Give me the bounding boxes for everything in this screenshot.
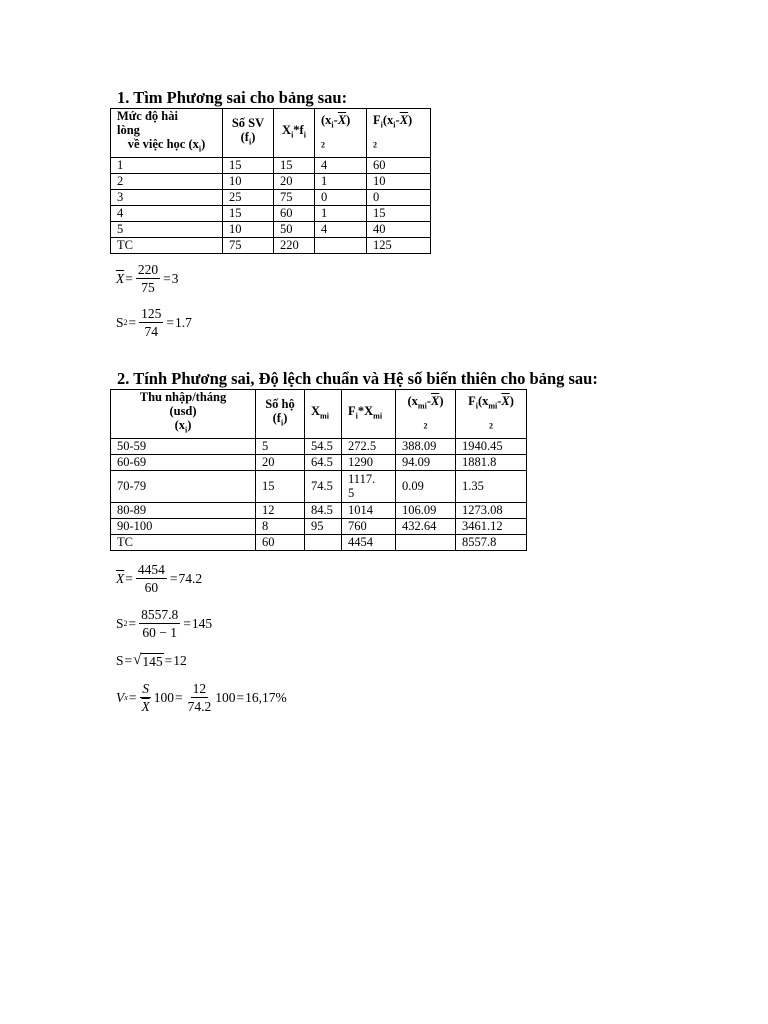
section1-table xyxy=(110,108,431,254)
table-cell: 1.35 xyxy=(456,470,527,502)
variance-result: 1.7 xyxy=(175,314,192,330)
table-cell: 10 xyxy=(223,221,274,237)
table-row xyxy=(111,173,431,189)
section1-header-row xyxy=(111,109,431,158)
table-cell: 60-69 xyxy=(111,454,256,470)
mean-fraction: $\frac{220}{75}$ xyxy=(137,262,159,295)
table-cell: 1940.45 xyxy=(456,438,527,454)
header-satisfaction-level: Mức độ hài lòng về việc học $(x_i)$ xyxy=(111,109,223,158)
header-monthly-income: Thu nhập/tháng (usd) $(x_i)$ xyxy=(111,390,256,439)
section2-table xyxy=(110,389,527,551)
table-cell: 54.5 xyxy=(305,438,342,454)
table-cell: 15 xyxy=(223,157,274,173)
table-cell: 60 xyxy=(367,157,431,173)
table-cell: 3461.12 xyxy=(456,518,527,534)
table-row xyxy=(111,189,431,205)
header-xi-fi: $X_i*f_i$ xyxy=(274,109,315,158)
table-cell: 106.09 xyxy=(396,502,456,518)
table-cell: 60 xyxy=(274,205,315,221)
section1-table-body xyxy=(111,157,431,253)
table-cell: 1117. 5 xyxy=(342,470,396,502)
table-cell: 15 xyxy=(256,470,305,502)
section2-header-row xyxy=(111,390,527,439)
table-cell: 84.5 xyxy=(305,502,342,518)
header-weighted-deviation-squared-2: $F_i(x_{mi}-\overline{X})$ $_2$ xyxy=(456,390,527,439)
header-household-count: Số hộ $(f_i)$ xyxy=(256,390,305,439)
section2-sd-formula: S = √ 145 = 12 xyxy=(116,652,187,669)
header-student-count: Số SV $(f_i)$ xyxy=(223,109,274,158)
table-cell: 12 xyxy=(256,502,305,518)
section1-variance-formula: S 2 = $\frac{125}{74}$ = 1.7 xyxy=(116,306,192,339)
mean-fraction-2: $\frac{4454}{60}$ xyxy=(137,562,165,595)
table-row xyxy=(111,205,431,221)
header-xmi: $X_{mi}$ xyxy=(305,390,342,439)
table-row xyxy=(111,534,527,550)
table-cell: TC xyxy=(111,534,256,550)
table-cell: 8557.8 xyxy=(456,534,527,550)
table-cell: 64.5 xyxy=(305,454,342,470)
table-cell: 90-100 xyxy=(111,518,256,534)
mean-symbol-2: $\overline{X}$ xyxy=(116,570,125,586)
header-weighted-deviation-squared: $F_i(x_i-\overline{X})$ $_2$ xyxy=(367,109,431,158)
table-cell: TC xyxy=(111,237,223,253)
table-cell: 15 xyxy=(274,157,315,173)
table-cell xyxy=(396,534,456,550)
header-fi-xmi: $F_i*X_{mi}$ xyxy=(342,390,396,439)
table-cell: 40 xyxy=(367,221,431,237)
table-cell: 1 xyxy=(111,157,223,173)
table-cell: 1881.8 xyxy=(456,454,527,470)
section1-heading: 1. Tìm Phương sai cho bảng sau: xyxy=(117,88,348,107)
table-cell: 0 xyxy=(315,189,367,205)
table-cell: 74.5 xyxy=(305,470,342,502)
table-cell: 80-89 xyxy=(111,502,256,518)
table-row xyxy=(111,157,431,173)
table-row xyxy=(111,237,431,253)
table-cell: 95 xyxy=(305,518,342,534)
square-root: √ 145 xyxy=(133,652,163,669)
table-row xyxy=(111,221,431,237)
table-cell: 4 xyxy=(111,205,223,221)
table-cell: 0.09 xyxy=(396,470,456,502)
table-cell xyxy=(315,237,367,253)
mean-symbol: $\overline{X}$ xyxy=(116,270,125,286)
table-cell: 220 xyxy=(274,237,315,253)
mean-result: 3 xyxy=(171,270,179,286)
table-row xyxy=(111,438,527,454)
table-cell: 20 xyxy=(256,454,305,470)
table-cell: 20 xyxy=(274,173,315,189)
header-deviation-squared-2: $(x_{mi}-\overline{X})$ $_2$ xyxy=(396,390,456,439)
header-deviation-squared: $(x_i-\overline{X})$ $_2$ xyxy=(315,109,367,158)
table-cell: 4454 xyxy=(342,534,396,550)
table-cell: 4 xyxy=(315,157,367,173)
table-cell: 432.64 xyxy=(396,518,456,534)
table-cell: 125 xyxy=(367,237,431,253)
table-cell xyxy=(305,534,342,550)
table-cell: 10 xyxy=(223,173,274,189)
table-cell: 1 xyxy=(315,173,367,189)
cv-fraction-numeric: $\frac{12}{74.2}$ xyxy=(187,681,212,714)
section2-mean-formula: $\overline{X}$ = $\frac{4454}{60}$ = 74.2 xyxy=(116,562,203,595)
table-row xyxy=(111,502,527,518)
table-cell: 10 xyxy=(367,173,431,189)
variance-fraction-2: $\frac{8557.8}{60 - 1}$ xyxy=(141,607,179,640)
section1-mean-formula: $\overline{X}$ = $\frac{220}{75}$ = 3 xyxy=(116,262,179,295)
table-cell: 1290 xyxy=(342,454,396,470)
table-row xyxy=(111,518,527,534)
table-cell: 60 xyxy=(256,534,305,550)
table-cell: 15 xyxy=(367,205,431,221)
section2-variance-formula: S 2 = $\frac{8557.8}{60 - 1}$ = 145 xyxy=(116,607,213,640)
table-cell: 5 xyxy=(256,438,305,454)
table-cell: 1273.08 xyxy=(456,502,527,518)
section2-cv-formula: V x = $\frac{S}{X}$ 100 = $\frac{12}{74.2}$ 100 = 16,17% xyxy=(116,681,287,714)
table-cell: 15 xyxy=(223,205,274,221)
cv-result: 16,17% xyxy=(245,689,287,705)
table-cell: 25 xyxy=(223,189,274,205)
table-cell: 3 xyxy=(111,189,223,205)
table-cell: 1014 xyxy=(342,502,396,518)
table-cell: 0 xyxy=(367,189,431,205)
table-row xyxy=(111,454,527,470)
radical-sign-icon: √ xyxy=(133,652,142,668)
table-cell: 50-59 xyxy=(111,438,256,454)
table-cell: 1 xyxy=(315,205,367,221)
table-cell: 388.09 xyxy=(396,438,456,454)
table-cell: 75 xyxy=(274,189,315,205)
table-cell: 5 xyxy=(111,221,223,237)
sd-result: 12 xyxy=(173,652,187,668)
table-row xyxy=(111,470,527,502)
table-cell: 70-79 xyxy=(111,470,256,502)
variance-result-2: 145 xyxy=(191,615,213,631)
table-cell: 2 xyxy=(111,173,223,189)
table-cell: 760 xyxy=(342,518,396,534)
variance-fraction: $\frac{125}{74}$ xyxy=(141,306,162,339)
section2-heading: 2. Tính Phương sai, Độ lệch chuẩn và Hệ số biến thiên cho bảng sau: xyxy=(117,369,598,388)
table-cell: 272.5 xyxy=(342,438,396,454)
table-cell: 50 xyxy=(274,221,315,237)
table-cell: 75 xyxy=(223,237,274,253)
cv-fraction-symbolic: $\frac{S}{X}$ xyxy=(141,681,150,714)
table-cell: 8 xyxy=(256,518,305,534)
mean-result-2: 74.2 xyxy=(178,570,203,586)
section2-table-body xyxy=(111,438,527,550)
table-cell: 94.09 xyxy=(396,454,456,470)
table-cell: 4 xyxy=(315,221,367,237)
